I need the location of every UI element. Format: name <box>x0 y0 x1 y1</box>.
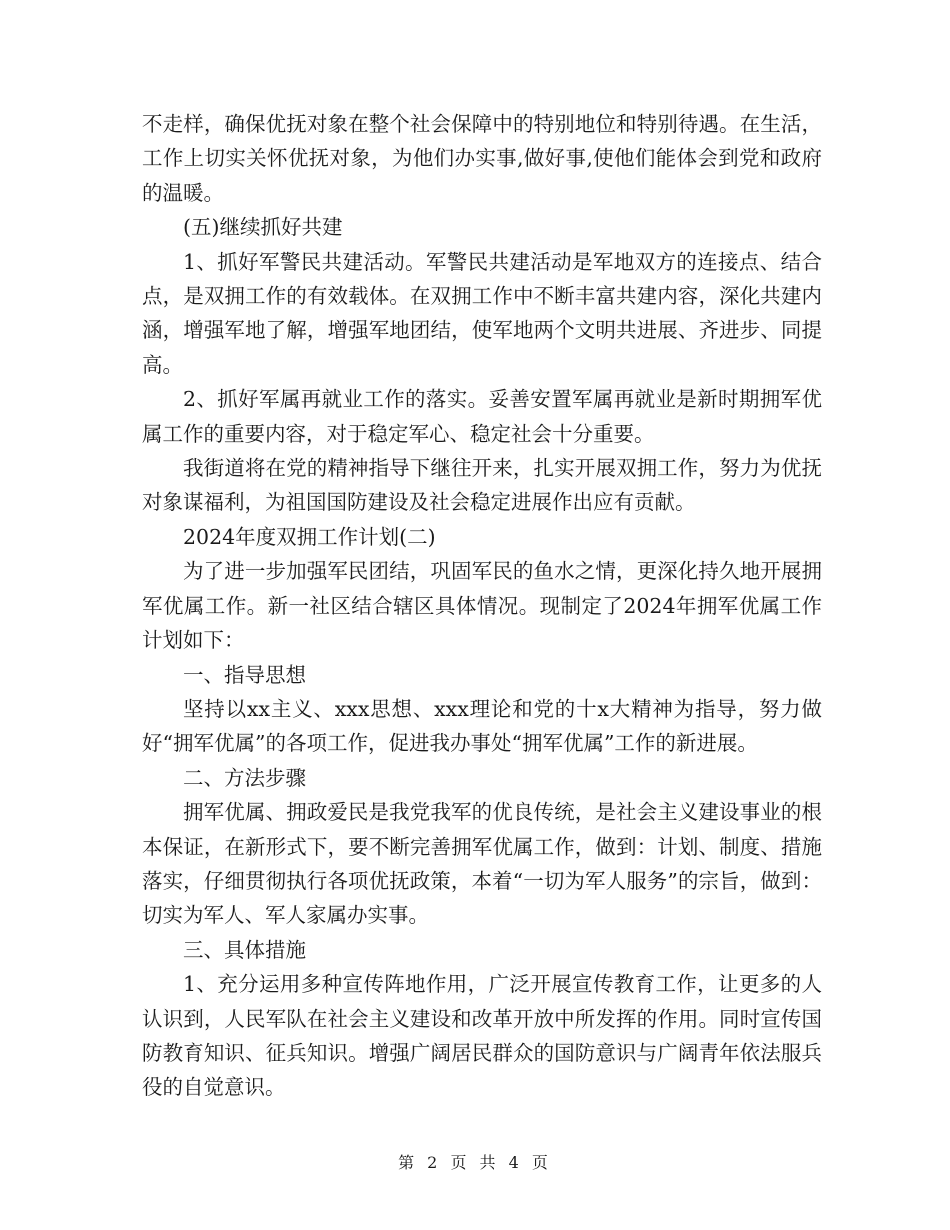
paragraph: 我街道将在党的精神指导下继往开来，扎实开展双拥工作，努力为优抚对象谋福利，为祖国国防建设及社会稳定进展作出应有贡献。 <box>142 456 822 515</box>
paragraph: 二、方法步骤 <box>183 765 306 790</box>
paragraph: 坚持以xx主义、xxx思想、xxx理论和党的十x大精神为指导，努力做好“拥军优属”的各项工作，促进我办事处“拥军优属”工作的新进展。 <box>142 696 822 756</box>
paragraph: 一、指导思想 <box>183 662 306 687</box>
paragraph: (五)继续抓好共建 <box>183 215 343 240</box>
paragraph: 2、抓好军属再就业工作的落实。妥善安置军属再就业是新时期拥军优属工作的重要内容，对于稳定军心、稳定社会十分重要。 <box>142 387 822 446</box>
paragraph: 1、抓好军警民共建活动。军警民共建活动是军地双方的连接点、结合点，是双拥工作的有效载体。在双拥工作中不断丰富共建内容，深化共建内涵，增强军地了解，增强军地团结，使军地两个文明共进展、齐进步、同提高。 <box>142 249 822 377</box>
paragraph: 拥军优属、拥政爱民是我党我军的优良传统，是社会主义建设事业的根本保证，在新形式下，要不断完善拥军优属工作，做到：计划、制度、措施落实，仔细贯彻执行各项优抚政策，本着“一切为军人服务”的宗旨，做到：切实为军人、军人家属办实事。 <box>142 800 822 928</box>
paragraph: 三、具体措施 <box>183 937 306 962</box>
paragraph: 不走样，确保优抚对象在整个社会保障中的特别地位和特别待遇。在生活，工作上切实关怀优抚对象，为他们办实事,做好事,使他们能体会到党和政府的温暖。 <box>142 112 822 205</box>
paragraph: 为了进一步加强军民团结，巩固军民的鱼水之情，更深化持久地开展拥军优属工作。新一社区结合辖区具体情况。现制定了2024年拥军优属工作计划如下： <box>142 559 822 653</box>
paragraph: 2024年度双拥工作计划(二) <box>183 524 436 549</box>
document-body <box>142 107 822 1105</box>
paragraph: 1、充分运用多种宣传阵地作用，广泛开展宣传教育工作，让更多的人认识到，人民军队在社会主义建设和改革开放中所发挥的作用。同时宣传国防教育知识、征兵知识。增强广阔居民群众的国防意识与广阔青年依法服兵役的自觉意识。 <box>142 972 822 1100</box>
page-footer: 第 2 页 共 4 页 <box>398 1153 552 1172</box>
